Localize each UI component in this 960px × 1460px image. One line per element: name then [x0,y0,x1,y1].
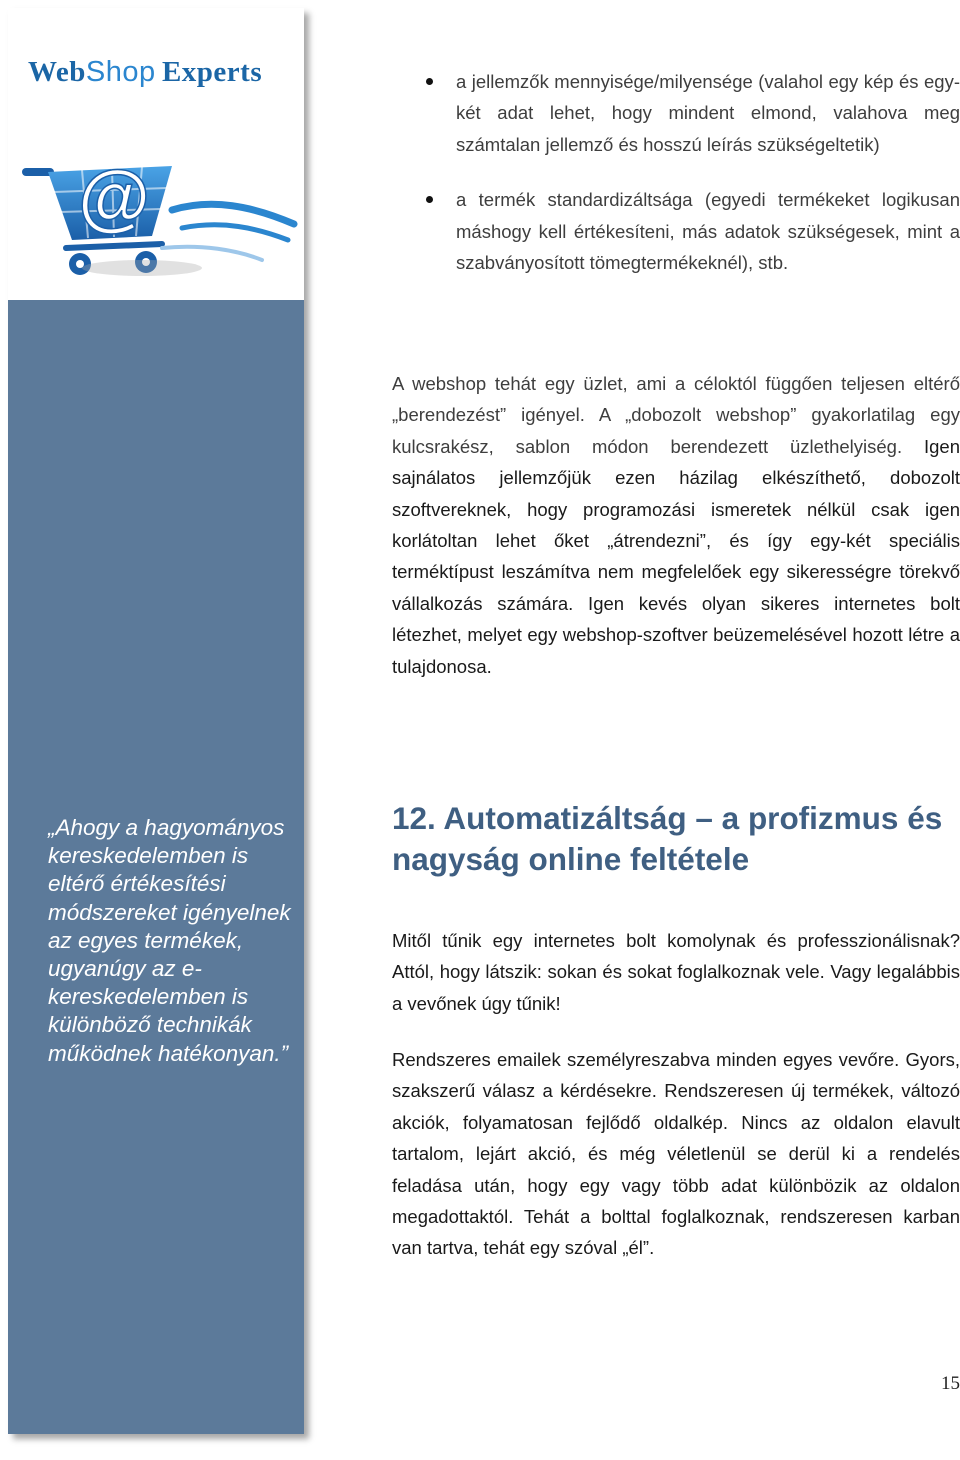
logo-part-experts: Experts [161,56,263,88]
list-item-text: a jellemzők mennyisége/milyensége (valahol egy kép és egy-két adat lehet, hogy mindent elmond, valahova meg számtalan jellemző és hosszú leírás szükségeltetik) [456,71,960,155]
paragraph-webshop-main: Igen sajnálatos jellemzőjük ezen házilag elkészíthető, dobozolt szoftvereknek, hogy programozási ismeretek nélkül csak igen korlátoltan lehet őket „átrendezni”, és így egy-két speciális terméktípust leszámítva nem megfelelőek egy sikerességre törekvő vállalkozás számára. Igen kevés olyan sikeres internetes bolt létezhet, melyet egy webshop-szoftver beüzemelésével hozott létre a tulajdonosa. [392,435,960,677]
logo-part-shop: Shop [85,56,156,88]
svg-text:@: @ [78,155,151,238]
bullet-list [392,66,960,302]
list-item-text: a termék standardizáltsága (egyedi termékeket logikusan máshogy kell értékesíteni, más adatok szükségesek, mint a szabványosított tömegtermékeknél), stb. [456,189,960,274]
logo-area [8,8,304,300]
sidebar-panel [8,8,304,1434]
section-heading: 12. Automatizáltság – a profizmus és nagyság online feltétele [392,800,943,877]
paragraph-webshop [392,368,960,682]
paragraph-webshop-faded: A webshop tehát egy üzlet, ami a céloktól függően teljesen eltérő „berendezést” igényel. A „dobozolt webshop” gyakorlatilag egy kulcsrakész, sablon módon berendezett üzlethelyiség. [392,373,960,457]
shopping-cart-icon [22,136,302,286]
logo-part-web: Web [28,56,86,88]
bullet-dot-icon [426,196,433,203]
logo-wordmark [28,56,262,89]
paragraph-professional: Mitől tűnik egy internetes bolt komolynak és professzionálisnak? Attól, hogy látszik: sokan és sokat foglalkoznak vele. Vagy legalábbis a vevőnek úgy tűnik! [392,930,960,1014]
paragraph-regular: Rendszeres emailek személyreszabva minden egyes vevőre. Gyors, szakszerű válasz a kérdésekre. Rendszeresen új termékek, változó akciók, folyamatosan fejlődő oldalkép. Nincs az oldalon elavult tartalom, lejárt akció, és még véletlenül se derül ki a rendelés feladása után, hogy egy vagy több adat különbözik az oldalon megadottaktól. Tehát a bolttal foglalkoznak, rendszeresen karban van tartva, tehát egy szóval „él”. [392,1049,960,1259]
bullet-dot-icon [426,78,433,85]
list-item [392,184,960,278]
list-item [392,66,960,160]
pull-quote: „Ahogy a hagyományos kereskedelemben is eltérő értékesítési módszereket igényelnek az egyes termékek, ugyanúgy az e-kereskedelemben is különböző technikák működnek hatékonyan.” [48,815,291,1066]
page-number: 15 [941,1373,960,1394]
